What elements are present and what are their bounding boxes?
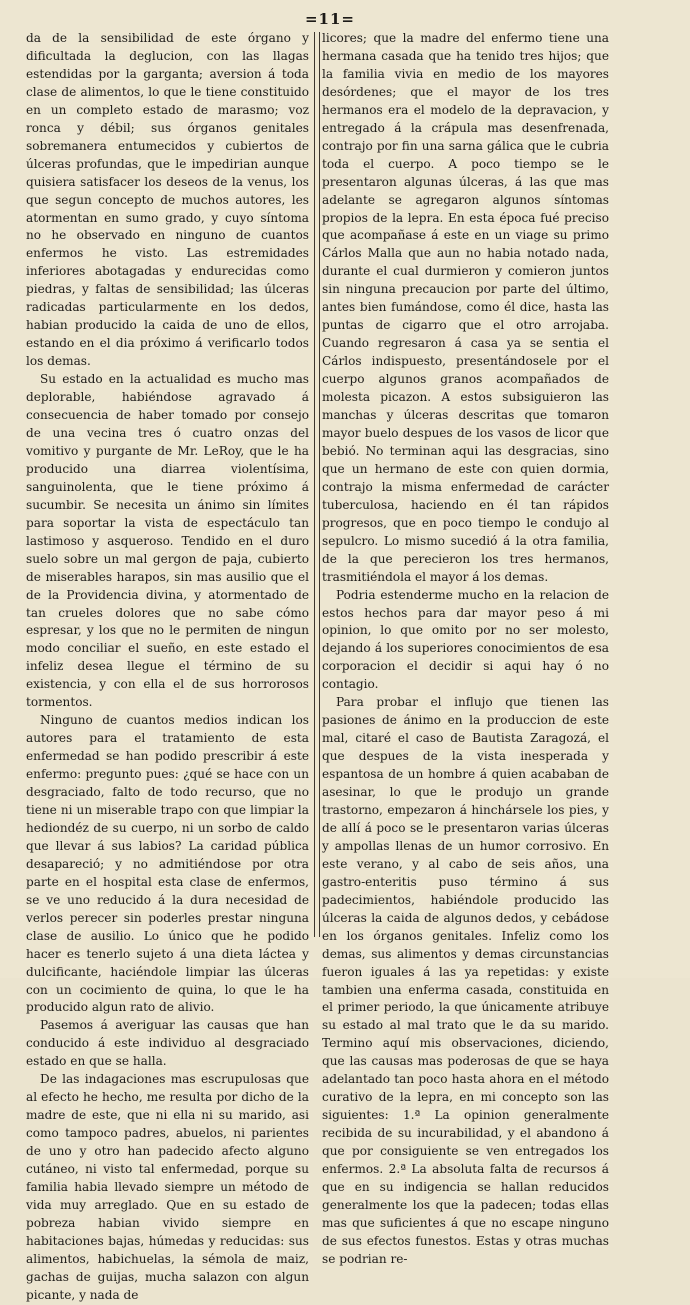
paragraph: da de la sensibilidad de este órgano y dificultada la deglucion, con las llagas estendidas por la garganta; aversion á toda clase de alimentos, lo que le tiene constituido en un completo estado de marasmo; voz ronca y débil; sus órganos genitales sobremanera entumecidos y cubiertos de úlceras profundas, que le impedirian aunque quisiera satisfacer los deseos de la venus, los que segun concepto de muchos autores, les atormentan en sumo grado, y cuyo síntoma no he observado en ninguno de cuantos enfermos he visto. Las estremidades inferiores abotagadas y endurecidas como piedras, y faltas de sensibilidad; las úlceras radicadas particularmente en los dedos, habian producido la caida de uno de ellos, estando en el dia próximo á verificarlo todos los demas. [26,31,309,369]
paragraph: Para probar el influjo que tienen las pasiones de ánimo en la produccion de este mal, citaré el caso de Bautista Zaragozá, el que despues de la vista inesperada y espantosa de un hombre á quien acababan de asesinar, lo que le produjo un grande trastorno, empezaron á hinchársele los pies, y de allí á poco se le presentaron varias úlceras y ampollas llenas de un humor corrosivo. En este verano, y al cabo de seis años, una gastro-enteritis puso término á sus padecimientos, habiéndole producido las úlceras la caida de algunos dedos, y cebádose en los órganos genitales. Infeliz como los demas, sus alimentos y demas circunstancias fueron iguales á las ya repetidas: y existe tambien una enferma casada, constituida en el primer periodo, la que únicamente atribuye su estado al mal trato que le da su marido. Termino aquí mis observaciones, diciendo, que las causas mas poderosas de que se haya adelantado tan poco hasta ahora en el método curativo de la lepra, en mi concepto son las siguientes: 1.ª La opinion generalmente recibida de su incurabilidad, y el abandono á que por consiguiente se ven entregados los enfermos. 2.ª La absoluta falta de recursos á que en su indigencia se hallan reducidos generalmente los que la padecen; todas ellas mas que suficientes á que no escape ninguno de sus efectos funestos. Estas y otras muchas se podrian re- [322,695,609,1266]
paragraph: Podria estenderme mucho en la relacion de estos hechos para dar mayor peso á mi opinion, lo que omito por no ser molesto, dejando á los superiores conocimientos de esa corporacion el decidir si aqui hay ó no contagio. [322,587,609,692]
left-column [26,30,309,1302]
column-divider [314,32,320,937]
paragraph: De las indagaciones mas escrupulosas que al efecto he hecho, me resulta por dicho de la madre de este, que ni ella ni su marido, asi como tampoco padres, abuelos, ni parientes de uno y otro han padecido afecto alguno cutáneo, ni visto tal enfermedad, porque su familia habia llevado siempre un método de vida muy arreglado. Que en su estado de pobreza habian vivido siempre en habitaciones bajas, húmedas y reducidas: sus alimentos, habichuelas, la sémola de maiz, gachas de guijas, mucha salazon con algun picante, y nada de [26,1072,309,1302]
right-column [322,30,609,1266]
page-number: =11= [304,10,355,28]
paragraph: Pasemos á averiguar las causas que han conducido á este individuo al desgraciado estado en que se halla. [26,1018,309,1069]
paragraph: Ninguno de cuantos medios indican los autores para el tratamiento de esta enfermedad se han podido prescribir á este enfermo: pregunto pues: ¿qué se hace con un desgraciado, falto de todo recurso, que no tiene ni un miserable trapo con que limpiar la hediondéz de su cuerpo, ni un sorbo de caldo que llevar á sus labios? La caridad pública desapareció; y no admitiéndose por otra parte en el hospital esta clase de enfermos, se ve uno reducido á la dura necesidad de verlos perecer sin poderles prestar ninguna clase de ausilio. Lo único que he podido hacer es tenerlo sujeto á una dieta láctea y dulcificante, haciéndole limpiar las úlceras con un cocimiento de quina, lo que le ha producido algun rato de alivio. [26,713,309,1015]
paragraph: Su estado en la actualidad es mucho mas deplorable, habiéndose agravado á consecuencia de haber tomado por consejo de una vecina tres ó cuatro onzas del vomitivo y purgante de Mr. LeRoy, que le ha producido una diarrea violentísima, sanguinolenta, que le tiene próximo á sucumbir. Se necesita un ánimo sin límites para soportar la vista de espectáculo tan lastimoso y asqueroso. Tendido en el duro suelo sobre un mal gergon de paja, cubierto de miserables harapos, sin mas ausilio que el de la Providencia divina, y atormentado de tan crueles dolores que no sabe cómo espresar, y los que no le permiten de ningun modo conciliar el sueño, en este estado el infeliz desea llegue el término de su existencia, y con ella el de sus horrorosos tormentos. [26,372,309,710]
paragraph: licores; que la madre del enfermo tiene una hermana casada que ha tenido tres hijos; que la familia vivia en medio de los mayores desórdenes; que el mayor de los tres hermanos era el modelo de la depravacion, y entregado á la crápula mas desenfrenada, contrajo por fin una sarna gálica que le cubria toda el cuerpo. A poco tiempo se le presentaron algunas úlceras, á las que mas adelante se agregaron algunos síntomas propios de la lepra. En esta época fué preciso que acompañase á este en un viage su primo Cárlos Malla que aun no habia notado nada, durante el cual durmieron y comieron juntos sin ninguna precaucion por parte del último, antes bien fumándose, como él dice, hasta las puntas de cigarro que el otro arrojaba. Cuando regresaron á casa ya se sentia el Cárlos indispuesto, presentándosele por el cuerpo algunos granos acompañados de molesta picazon. A estos subsiguieron las manchas y úlceras descritas que tomaron mayor buelo despues de los vasos de licor que bebió. No terminan aqui las desgracias, sino que un hermano de este con quien dormia, contrajo la misma enfermedad de carácter tuberculosa, haciendo en él tan rápidos progresos, que en poco tiempo le condujo al sepulcro. Lo mismo sucedió á la otra familia, de la que perecieron los tres hermanos, trasmitiéndola el mayor á los demas. [322,31,609,584]
